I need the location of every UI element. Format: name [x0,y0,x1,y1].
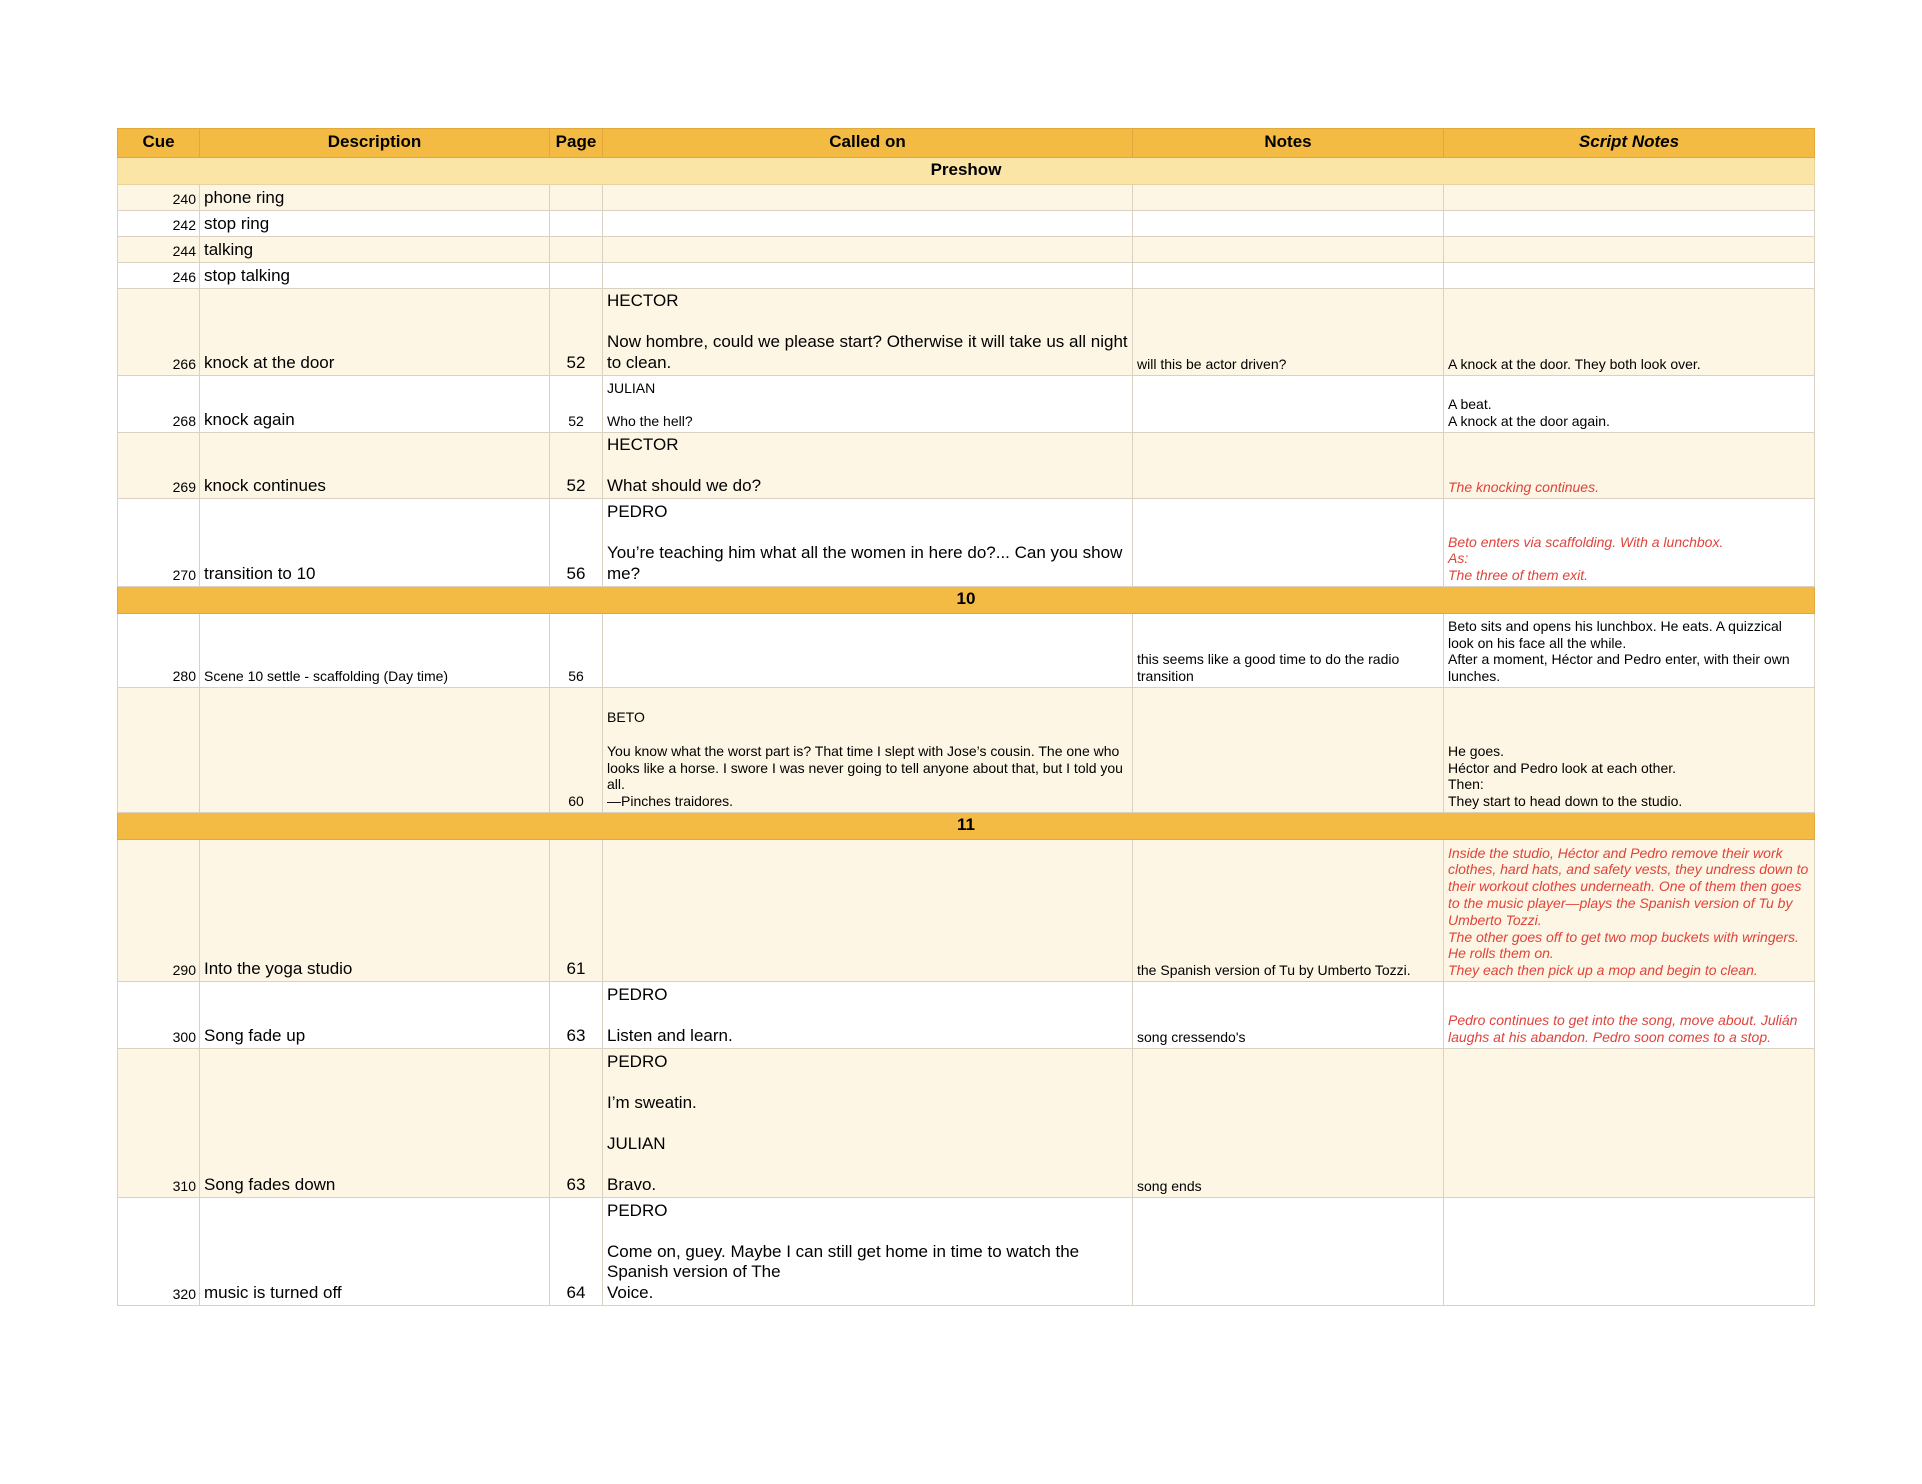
cell-notes[interactable]: the Spanish version of Tu by Umberto Tozzi. [1133,840,1444,982]
cell-notes[interactable] [1133,1198,1444,1306]
table-row [118,1049,1815,1198]
header-notes[interactable]: Notes [1133,129,1444,158]
cell-called-on[interactable] [603,237,1133,263]
cell-script-notes[interactable] [1444,237,1815,263]
cell-page[interactable] [550,211,603,237]
cell-page[interactable]: 61 [550,840,603,982]
cell-cue[interactable]: 240 [118,185,200,211]
header-description[interactable]: Description [200,129,550,158]
cell-description[interactable]: stop talking [200,263,550,289]
table-row [118,840,1815,982]
cell-cue[interactable]: 244 [118,237,200,263]
cell-description[interactable]: knock at the door [200,289,550,376]
cell-notes[interactable] [1133,433,1444,499]
cell-script-notes[interactable]: A knock at the door. They both look over. [1444,289,1815,376]
table-row [118,289,1815,376]
table-row [118,211,1815,237]
cell-description[interactable]: talking [200,237,550,263]
cell-script-notes[interactable] [1444,263,1815,289]
table-row [118,1198,1815,1306]
table-row [118,237,1815,263]
cell-page[interactable]: 64 [550,1198,603,1306]
cell-description[interactable]: music is turned off [200,1198,550,1306]
cell-script-notes[interactable] [1444,211,1815,237]
cell-description[interactable]: stop ring [200,211,550,237]
table-row [118,263,1815,289]
cell-page[interactable]: 63 [550,982,603,1049]
cell-script-notes[interactable]: He goes. Héctor and Pedro look at each other. Then: They start to head down to the studio. [1444,688,1815,813]
section-title[interactable]: 11 [118,813,1815,840]
cell-cue[interactable] [118,688,200,813]
cell-cue[interactable]: 310 [118,1049,200,1198]
cell-page[interactable]: 63 [550,1049,603,1198]
table-row [118,688,1815,813]
cell-cue[interactable]: 290 [118,840,200,982]
cell-description[interactable] [200,688,550,813]
section-row-preshow [118,158,1815,185]
section-row-10 [118,587,1815,614]
cell-cue[interactable]: 320 [118,1198,200,1306]
cell-notes[interactable] [1133,499,1444,587]
cell-called-on[interactable]: HECTOR What should we do? [603,433,1133,499]
cell-cue[interactable]: 270 [118,499,200,587]
cell-called-on[interactable]: PEDRO Come on, guey. Maybe I can still get home in time to watch the Spanish version of The Voice. [603,1198,1133,1306]
header-called-on[interactable]: Called on [603,129,1133,158]
cell-cue[interactable]: 269 [118,433,200,499]
cell-notes[interactable]: will this be actor driven? [1133,289,1444,376]
cell-description[interactable]: knock again [200,376,550,433]
cell-called-on[interactable]: HECTOR Now hombre, could we please start? Otherwise it will take us all night to clean. [603,289,1133,376]
cell-script-notes[interactable]: Inside the studio, Héctor and Pedro remove their work clothes, hard hats, and safety vests, they undress down to their workout clothes underneath. One of them then goes to the music player—plays the Spanish version of Tu by Umberto Tozzi. The other goes off to get two mop buckets with wringers. He rolls them on. They each then pick up a mop and begin to clean. [1444,840,1815,982]
cell-page[interactable]: 52 [550,289,603,376]
header-row [118,129,1815,158]
cell-notes[interactable] [1133,263,1444,289]
header-script-notes[interactable]: Script Notes [1444,129,1815,158]
cell-script-notes[interactable] [1444,1049,1815,1198]
table-row [118,982,1815,1049]
cell-cue[interactable]: 268 [118,376,200,433]
cell-page[interactable]: 56 [550,614,603,688]
section-title[interactable]: Preshow [118,158,1815,185]
cue-sheet-table [117,128,1815,1306]
cell-notes[interactable]: this seems like a good time to do the radio transition [1133,614,1444,688]
cell-called-on[interactable]: PEDRO I’m sweatin. JULIAN Bravo. [603,1049,1133,1198]
cell-description[interactable]: transition to 10 [200,499,550,587]
cell-page[interactable]: 60 [550,688,603,813]
table-row [118,185,1815,211]
cell-cue[interactable]: 242 [118,211,200,237]
section-row-11 [118,813,1815,840]
cell-page[interactable] [550,237,603,263]
cell-script-notes[interactable] [1444,185,1815,211]
cell-script-notes[interactable]: A beat. A knock at the door again. [1444,376,1815,433]
table-row [118,499,1815,587]
cell-called-on[interactable] [603,840,1133,982]
cell-called-on[interactable] [603,263,1133,289]
cell-called-on[interactable]: PEDRO You’re teaching him what all the women in here do?... Can you show me? [603,499,1133,587]
cell-page[interactable] [550,263,603,289]
cell-called-on[interactable] [603,185,1133,211]
cell-cue[interactable]: 266 [118,289,200,376]
table-row [118,376,1815,433]
cell-notes[interactable] [1133,237,1444,263]
cell-called-on[interactable] [603,614,1133,688]
cell-notes[interactable] [1133,376,1444,433]
header-page[interactable]: Page [550,129,603,158]
cell-page[interactable]: 56 [550,499,603,587]
table-row [118,433,1815,499]
cell-script-notes[interactable]: Pedro continues to get into the song, move about. Julián laughs at his abandon. Pedro soon comes to a stop. [1444,982,1815,1049]
cell-description[interactable]: Song fades down [200,1049,550,1198]
cell-script-notes[interactable] [1444,1198,1815,1306]
cell-notes[interactable] [1133,185,1444,211]
cell-called-on[interactable]: PEDRO Listen and learn. [603,982,1133,1049]
cell-notes[interactable] [1133,211,1444,237]
cell-called-on[interactable]: BETO You know what the worst part is? That time I slept with Jose’s cousin. The one who looks like a horse. I swore I was never going to tell anyone about that, but I told you all. —Pinches traidores. [603,688,1133,813]
cell-page[interactable]: 52 [550,433,603,499]
cell-called-on[interactable]: JULIAN Who the hell? [603,376,1133,433]
cell-description[interactable]: knock continues [200,433,550,499]
cell-description[interactable]: Into the yoga studio [200,840,550,982]
cell-description[interactable]: Song fade up [200,982,550,1049]
cell-description[interactable]: Scene 10 settle - scaffolding (Day time) [200,614,550,688]
table-row [118,614,1815,688]
cell-notes[interactable] [1133,688,1444,813]
cell-script-notes[interactable]: Beto sits and opens his lunchbox. He eats. A quizzical look on his face all the while. After a moment, Héctor and Pedro enter, with their own lunches. [1444,614,1815,688]
cell-page[interactable] [550,185,603,211]
cell-page[interactable]: 52 [550,376,603,433]
cell-script-notes[interactable]: Beto enters via scaffolding. With a lunchbox. As: The three of them exit. [1444,499,1815,587]
cell-notes[interactable]: song cressendo's [1133,982,1444,1049]
cell-cue[interactable]: 280 [118,614,200,688]
cell-called-on[interactable] [603,211,1133,237]
cell-notes[interactable]: song ends [1133,1049,1444,1198]
cell-cue[interactable]: 246 [118,263,200,289]
cell-description[interactable]: phone ring [200,185,550,211]
section-title[interactable]: 10 [118,587,1815,614]
cell-cue[interactable]: 300 [118,982,200,1049]
header-cue[interactable]: Cue [118,129,200,158]
cell-script-notes[interactable]: The knocking continues. [1444,433,1815,499]
